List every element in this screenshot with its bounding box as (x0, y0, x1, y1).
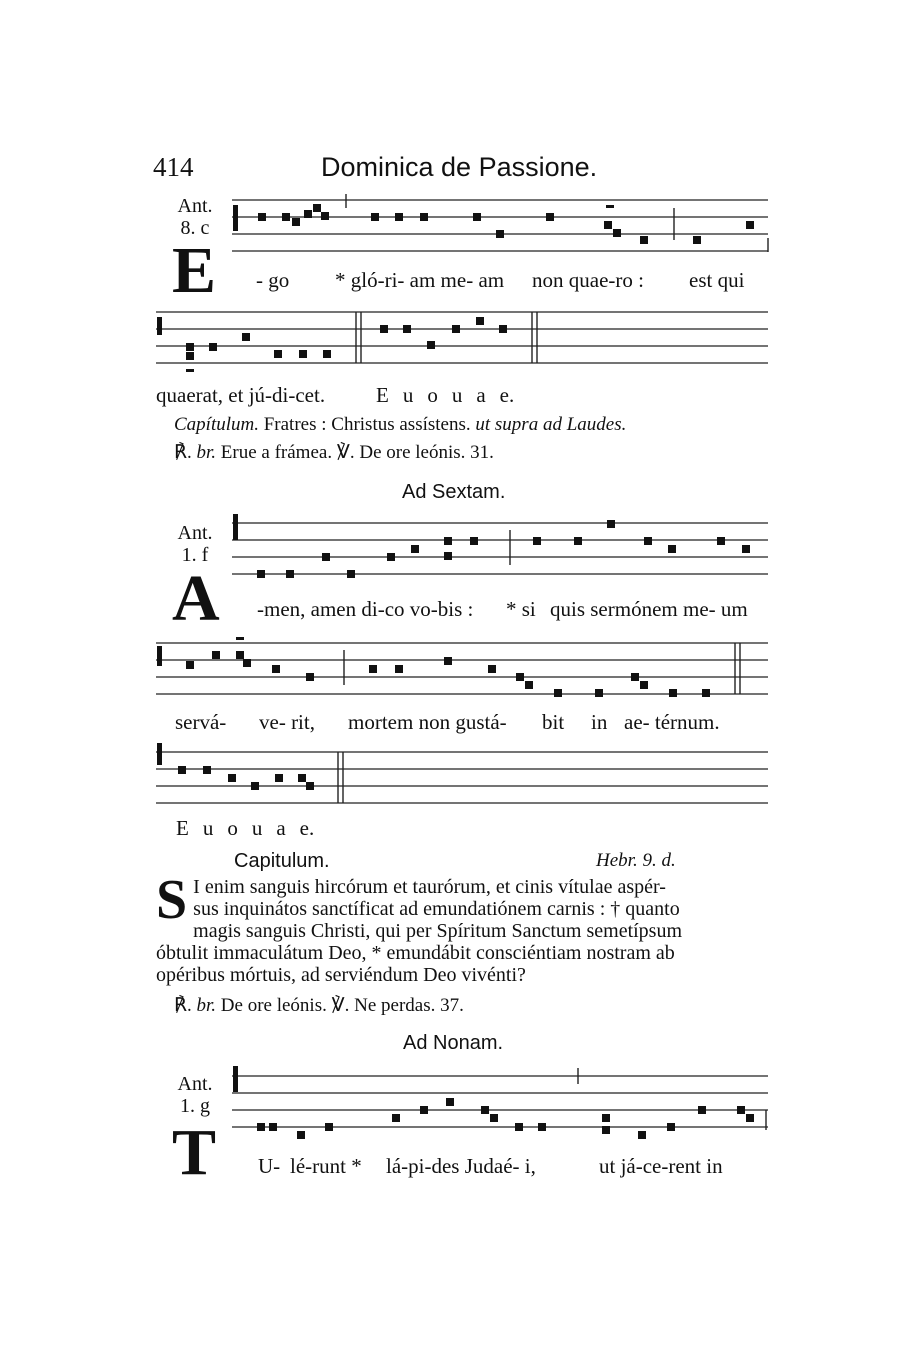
lyric-syllable: ae- térnum. (624, 710, 720, 734)
ant-label: Ant. (177, 1073, 213, 1095)
mode-label: 8. c (180, 217, 210, 239)
page-number: 414 (153, 152, 194, 182)
brevis-label: br. (196, 442, 217, 463)
capitulum-text (156, 869, 768, 986)
lyric-syllable: servá- (175, 710, 227, 734)
lyric-line: quaerat, et jú-di-cet. (156, 383, 326, 407)
lyric-syllable: lé-runt * (290, 1154, 362, 1178)
euouae-letter: u (451, 383, 463, 407)
clef-icon (233, 514, 238, 540)
lyric-syllable: -men, amen di-co vo-bis : (257, 597, 474, 621)
ant-label: Ant. (177, 195, 213, 217)
capitulum-label: Capítulum. (174, 414, 259, 435)
mode-label: 1. f (181, 544, 209, 566)
euouae-letter: a (276, 816, 286, 840)
euouae-letter: E (176, 816, 189, 840)
drop-cap: S (156, 869, 188, 931)
euouae-letter: o (227, 816, 238, 840)
capitulum-text: Fratres : Christus assístens. (263, 414, 471, 435)
capitulum-reference (174, 414, 626, 436)
clef-icon (157, 646, 162, 666)
versicle-text: Ne perdas. 37. (354, 995, 464, 1016)
lyric-syllable: mortem non gustá- (348, 710, 507, 734)
euouae-letter: u (251, 816, 263, 840)
capitulum-ref: ut supra ad Laudes. (475, 414, 627, 435)
euouae-letter: u (402, 383, 414, 407)
lyric-syllable: bit (542, 710, 565, 734)
versicle-symbol: ℣. (331, 995, 350, 1016)
clef-icon (233, 205, 238, 231)
responsory (174, 441, 494, 464)
lyric-syllable: ve- rit, (259, 710, 315, 734)
clef-icon (233, 1066, 238, 1092)
responsory-text: De ore leónis. (220, 995, 327, 1016)
text-line: opéribus mórtuis, ad serviéndum Deo vivénti? (156, 964, 526, 986)
mode-label: 1. g (180, 1095, 210, 1117)
responsory-text: Erue a frámea. (220, 442, 333, 463)
lyric-syllable: - go (256, 268, 290, 292)
euouae-letter: o (427, 383, 438, 407)
euouae (176, 816, 328, 841)
neumes (257, 520, 750, 578)
neumes (186, 637, 710, 697)
staff-lines (156, 643, 768, 694)
response-symbol: ℟. (174, 442, 192, 463)
responsory (174, 994, 464, 1017)
versicle-text: De ore leónis. 31. (359, 442, 494, 463)
lyric-syllable: est qui (689, 268, 745, 292)
capitulum-heading: Capitulum. (234, 850, 330, 872)
response-symbol: ℟. (174, 995, 192, 1016)
neumes (257, 1098, 754, 1139)
text-line: I enim sanguis hircórum et taurórum, et cinis vítulae aspér- (193, 876, 666, 898)
neumes (258, 204, 754, 244)
running-title: Dominica de Passione. (321, 152, 598, 182)
euouae-letter: e. (499, 383, 515, 407)
text-line: sus inquinátos sanctíficat ad emundatiónem carnis : † quanto (193, 898, 680, 920)
clef-icon (157, 743, 162, 765)
lyric-syllable: non quae-ro : (532, 268, 644, 292)
lyric-syllable: U- (258, 1154, 281, 1178)
euouae-letter: u (202, 816, 214, 840)
clef-icon (157, 317, 162, 335)
euouae (376, 383, 528, 408)
brevis-label: br. (196, 995, 217, 1016)
lyric-syllable: * gló-ri- am me- am (335, 268, 505, 292)
ant-label: Ant. (177, 522, 213, 544)
staff-lines (232, 200, 768, 251)
lyric-syllable: lá-pi-des Judaé- i, (386, 1154, 536, 1178)
section-heading: Ad Nonam. (403, 1032, 504, 1054)
versicle-symbol: ℣. (336, 442, 355, 463)
staff-lines (156, 752, 768, 803)
lyric-syllable: quis sermónem me- um (550, 597, 748, 621)
initial-letter: A (172, 562, 220, 635)
euouae-letter: e. (299, 816, 315, 840)
neumes (186, 317, 507, 372)
initial-letter: E (172, 234, 217, 307)
text-line: magis sanguis Christi, qui per Spíritum Sanctum semetípsum (193, 920, 683, 942)
staff-lines (232, 523, 768, 574)
euouae-letter: E (376, 383, 389, 407)
lyric-syllable: * si (506, 597, 536, 621)
section-heading: Ad Sextam. (402, 481, 506, 503)
staff-lines (232, 1076, 768, 1127)
text-line: óbtulit immaculátum Deo, * emundábit consciéntiam nostram ab (156, 942, 675, 964)
scripture-reference: Hebr. 9. d. (596, 850, 676, 871)
antiphon-mode-label (172, 522, 218, 566)
lyric-syllable: in (591, 710, 608, 734)
lyric-syllable: ut já-ce-rent in (599, 1154, 723, 1178)
initial-letter: T (172, 1116, 217, 1189)
antiphon-mode-label (172, 1073, 218, 1117)
euouae-letter: a (476, 383, 486, 407)
